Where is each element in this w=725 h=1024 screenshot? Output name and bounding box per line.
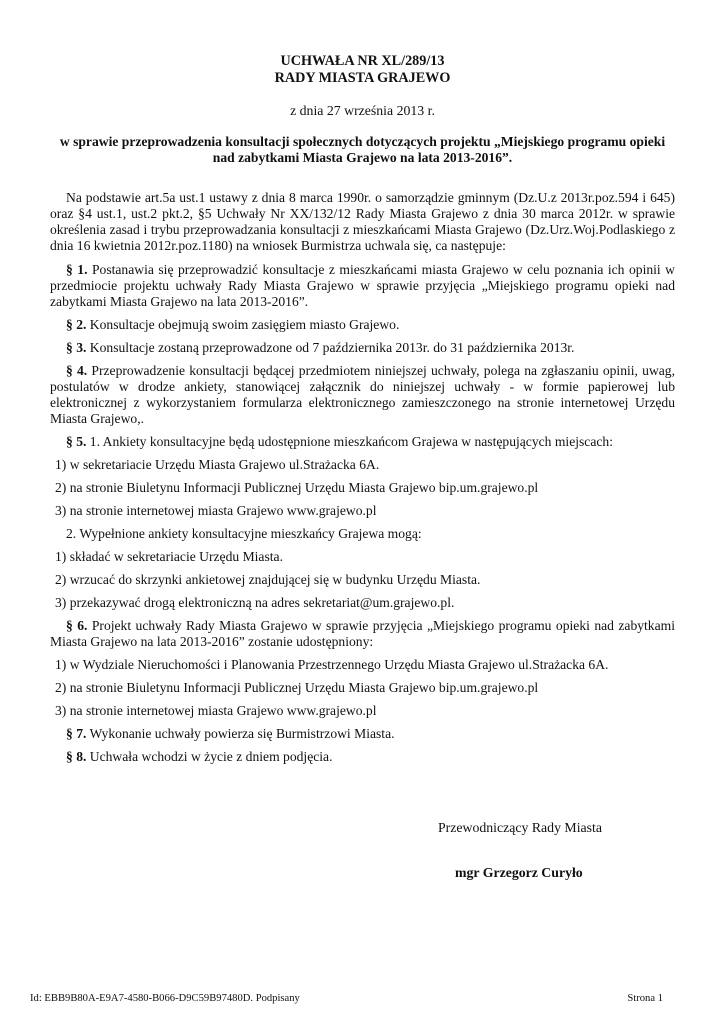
section-6-number: § 6. [66, 618, 88, 633]
signatory-name: mgr Grzegorz Curyło [455, 865, 583, 880]
section-4-number: § 4. [66, 363, 88, 378]
section-7-number: § 7. [66, 726, 87, 741]
resolution-number: UCHWAŁA NR XL/289/13 [280, 53, 445, 69]
section-2-number: § 2. [66, 317, 87, 332]
section-8-text: Uchwała wchodzi w życie z dniem podjęcia. [86, 749, 333, 764]
list-item: 3) na stronie internetowej miasta Grajewo www.grajewo.pl [55, 703, 377, 718]
section-1 [50, 262, 675, 310]
signatory-role: Przewodniczący Rady Miasta [438, 820, 602, 835]
page-number: Strona 1 [627, 993, 663, 1004]
section-8 [50, 749, 675, 765]
list-item: 2) wrzucać do skrzynki ankietowej znajdującej się w budynku Urzędu Miasta. [55, 572, 481, 587]
list-item: 1) składać w sekretariacie Urzędu Miasta. [55, 549, 283, 564]
section-6-text: Projekt uchwały Rady Miasta Grajewo w sprawie przyjęcia „Miejskiego programu opieki nad zabytkami Miasta Grajewo na lata 2013-2016” zostanie udostępniony: [50, 618, 675, 649]
section-7-text: Wykonanie uchwały powierza się Burmistrzowi Miasta. [86, 726, 395, 741]
list-item: 1) w sekretariacie Urzędu Miasta Grajewo ul.Strażacka 6A. [55, 457, 380, 472]
council-name: RADY MIASTA GRAJEWO [274, 70, 451, 86]
resolution-body [50, 190, 675, 765]
section-5 [50, 434, 675, 450]
section-7 [50, 726, 675, 742]
section-6 [50, 618, 675, 650]
list-item: 1) w Wydziale Nieruchomości i Planowania Przestrzennego Urzędu Miasta Grajewo ul.Strażacka 6A. [55, 657, 609, 672]
section-1-number: § 1. [66, 262, 88, 277]
section-5-paragraph-2: 2. Wypełnione ankiety konsultacyjne mieszkańcy Grajewa mogą: [66, 526, 422, 541]
section-2-text: Konsultacje obejmują swoim zasięgiem miasto Grajewo. [86, 317, 400, 332]
section-3 [50, 340, 675, 356]
resolution-date: z dnia 27 września 2013 r. [290, 103, 435, 118]
section-5-number: § 5. [66, 434, 87, 449]
section-3-text: Konsultacje zostaną przeprowadzone od 7 października 2013r. do 31 października 2013r. [86, 340, 575, 355]
section-1-text: Postanawia się przeprowadzić konsultacje z mieszkańcami miasta Grajewo w celu poznania ich opinii w przedmiocie projektu uchwały Rady Miasta Grajewo w sprawie przyjęcia „Miejskiego programu opieki nad zabytkami Miasta Grajewo na lata 2013-2016”. [50, 262, 675, 309]
document-id: Id: EBB9B80A-E9A7-4580-B066-D9C59B97480D. Podpisany [30, 993, 300, 1004]
list-item: 3) na stronie internetowej miasta Grajewo www.grajewo.pl [55, 503, 377, 518]
section-4-text: Przeprowadzenie konsultacji będącej przedmiotem niniejszej uchwały, polega na zgłaszaniu opinii, uwag, postulatów w drodze ankiety, stanowiącej załącznik do niniejszej uchwały - w formie papierowej lub elektronicznej z wykorzystaniem formularza elektronicznego zamieszczonego na stronie internetowej Urzędu Miasta Grajewo,. [50, 363, 675, 426]
preamble: Na podstawie art.5a ust.1 ustawy z dnia 8 marca 1990r. o samorządzie gminnym (Dz.U.z 2013r.poz.594 i 645) oraz §4 ust.1, ust.2 pkt.2, §5 Uchwały Nr XX/132/12 Rady Miasta Grajewo z dnia 30 marca 2012r. w sprawie określenia zasad i trybu przeprowadzania konsultacji z mieszkańcami Miasta Grajewo (Dz.Urz.Woj.Podlaskiego z dnia 16 kwietnia 2012r.poz.1180) na wniosek Burmistrza uchwala się, ca następuje: [50, 190, 675, 253]
section-3-number: § 3. [66, 340, 87, 355]
section-2 [50, 317, 675, 333]
list-item: 3) przekazywać drogą elektroniczną na adres sekretariat@um.grajewo.pl. [55, 595, 455, 610]
list-item: 2) na stronie Biuletynu Informacji Publicznej Urzędu Miasta Grajewo bip.um.grajewo.pl [55, 480, 539, 495]
section-4 [50, 363, 675, 427]
section-5-text: 1. Ankiety konsultacyjne będą udostępnione mieszkańcom Grajewa w następujących miejscach: [86, 434, 613, 449]
section-8-number: § 8. [66, 749, 87, 764]
list-item: 2) na stronie Biuletynu Informacji Publicznej Urzędu Miasta Grajewo bip.um.grajewo.pl [55, 680, 539, 695]
resolution-subject: w sprawie przeprowadzenia konsultacji społecznych dotyczących projektu „Miejskiego programu opieki nad zabytkami Miasta Grajewo na lata 2013-2016”. [59, 134, 666, 165]
